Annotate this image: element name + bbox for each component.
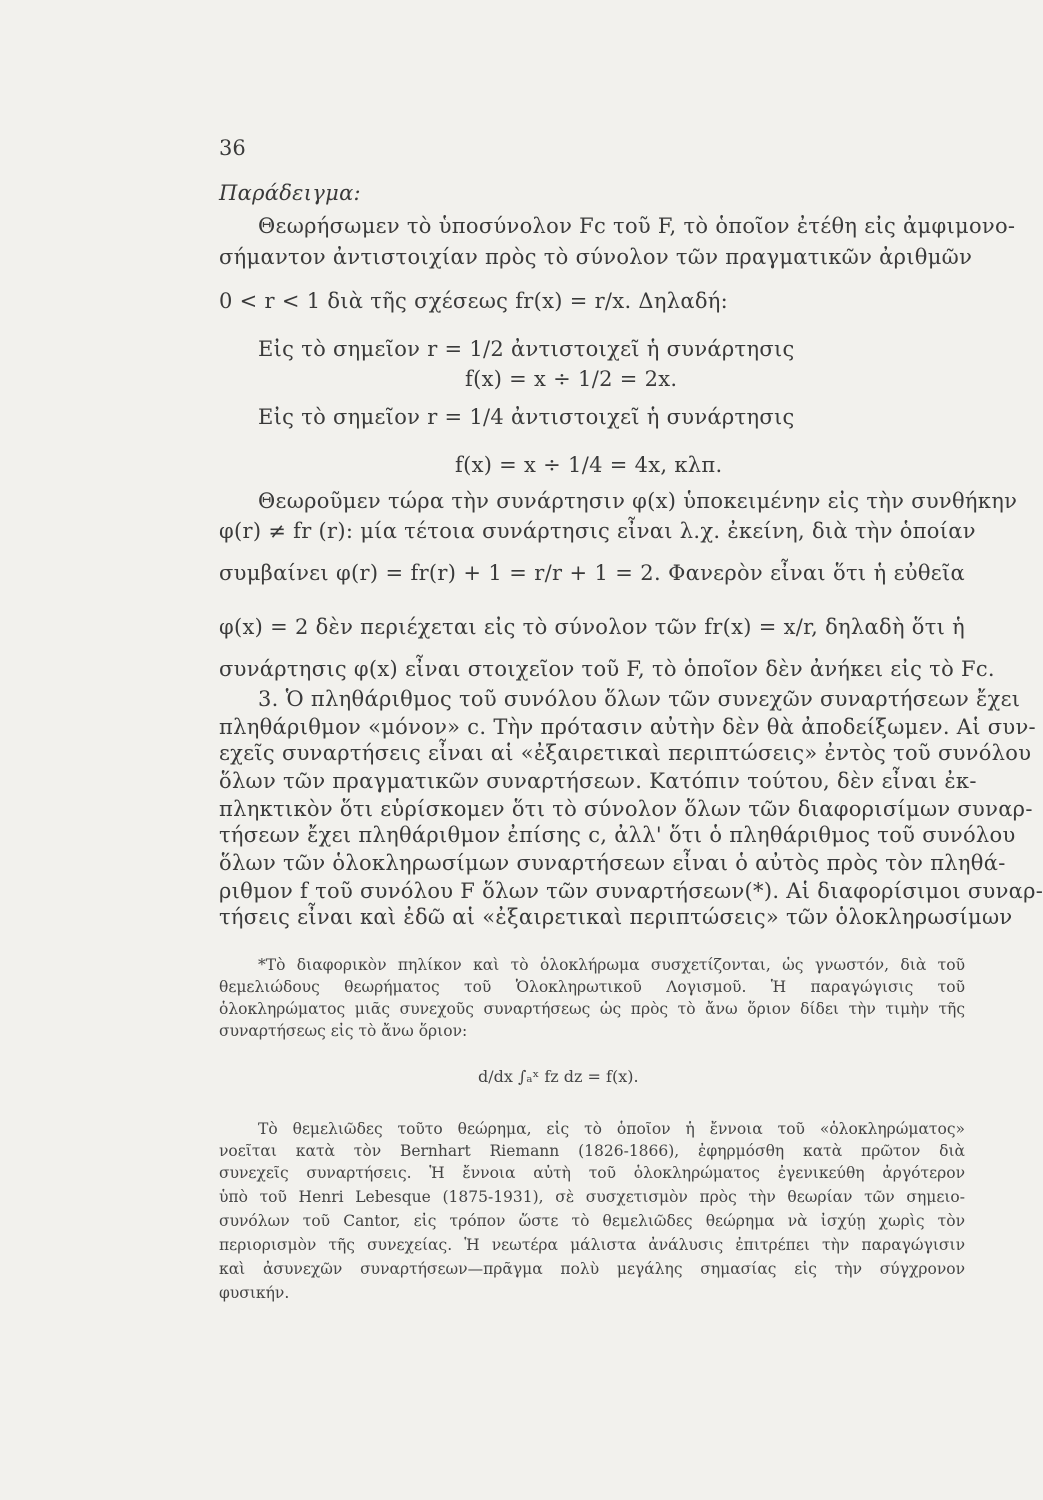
footnote-line-4: συναρτήσεως εἰς τὸ ἄνω ὅριον:	[219, 1022, 468, 1040]
body-line-8: συμβαίνει φ(r) = fr(r) + 1 = r/r + 1 = 2. Φανερὸν εἶναι ὅτι ἡ εὐθεῖα	[219, 561, 965, 585]
body-line-15: πληκτικὸν ὅτι εὑρίσκομεν ὅτι τὸ σύνολον ὅλων τῶν διαφορισίμων συναρ-	[219, 797, 1033, 821]
footnote-line-8: ὑπὸ τοῦ Henri Lebesque (1875-1931), σὲ συσχετισμὸν πρὸς τὴν θεωρίαν τῶν σημειο-	[219, 1188, 965, 1206]
body-line-11: 3. Ὁ πληθάριθμος τοῦ συνόλου ὅλων τῶν συνεχῶν συναρτήσεων ἔχει	[258, 687, 1021, 711]
body-line-14: ὅλων τῶν πραγματικῶν συναρτήσεων. Κατόπιν τούτου, δὲν εἶναι ἐκ-	[219, 769, 977, 793]
body-line-18: ριθμον f τοῦ συνόλου F ὅλων τῶν συναρτήσεων(*). Αἱ διαφορίσιμοι συναρ-	[219, 879, 1043, 903]
footnote-line-1: *Τὸ διαφορικὸν πηλίκον καὶ τὸ ὁλοκλήρωμα συσχετίζονται, ὡς γνωστόν, διὰ τοῦ	[258, 956, 965, 974]
body-line-16: τήσεων ἔχει πληθάριθμον ἐπίσης c, ἀλλ' ὅτι ὁ πληθάριθμος τοῦ συνόλου	[219, 823, 1016, 847]
body-line-12: πληθάριθμον «μόνον» c. Τὴν πρότασιν αὐτὴν δὲν θὰ ἀποδείξωμεν. Αἱ συν-	[219, 715, 1036, 739]
body-line-6: Θεωροῦμεν τώρα τὴν συνάρτησιν φ(x) ὑποκειμένην εἰς τὴν συνθήκην	[258, 489, 1018, 513]
section-heading: Παράδειγμα:	[219, 181, 361, 205]
footnote-line-7: συνεχεῖς συναρτήσεις. Ἡ ἔννοια αὐτὴ τοῦ ὁλοκληρώματος ἐγενικεύθη ἀργότερον	[219, 1164, 965, 1182]
equation-1: f(x) = x ÷ 1/2 = 2x.	[465, 367, 678, 391]
body-line-10: συνάρτησις φ(x) εἶναι στοιχεῖον τοῦ F, τὸ ὁποῖον δὲν ἀνήκει εἰς τὸ Fc.	[219, 657, 995, 681]
body-line-13: εχεῖς συναρτήσεις εἶναι αἱ «ἐξαιρετικαὶ περιπτώσεις» ἐντὸς τοῦ συνόλου	[219, 741, 1032, 765]
footnote-equation: d/dx ∫ₐˣ fz dz = f(x).	[478, 1067, 639, 1086]
footnote-line-12: φυσικήν.	[219, 1284, 290, 1302]
footnote-line-2: θεμελιώδους θεωρήματος τοῦ Ὁλοκληρωτικοῦ Λογισμοῦ. Ἡ παραγώγισις τοῦ	[219, 978, 965, 996]
body-line-19: τήσεις εἶναι καὶ ἐδῶ αἱ «ἐξαιρετικαὶ περιπτώσεις» τῶν ὁλοκληρωσίμων	[219, 905, 1013, 929]
equation-2: f(x) = x ÷ 1/4 = 4x, κλπ.	[455, 453, 723, 477]
footnote-line-9: συνόλων τοῦ Cantor, εἰς τρόπον ὥστε τὸ θεμελιῶδες θεώρημα νὰ ἰσχύῃ χωρὶς τὸν	[219, 1212, 965, 1230]
body-line-2: σήμαντον ἀντιστοιχίαν πρὸς τὸ σύνολον τῶν πραγματικῶν ἀριθμῶν	[219, 245, 973, 269]
body-line-1: Θεωρήσωμεν τὸ ὑποσύνολον Fc τοῦ F, τὸ ὁποῖον ἐτέθη εἰς ἀμφιμονο-	[258, 214, 1016, 238]
footnote-line-5: Τὸ θεμελιῶδες τοῦτο θεώρημα, εἰς τὸ ὁποῖον ἡ ἔννοια τοῦ «ὁλοκληρώματος»	[258, 1120, 965, 1138]
footnote-line-6: νοεῖται κατὰ τὸν Bernhart Riemann (1826-1866), ἐφηρμόσθη κατὰ πρῶτον διὰ	[219, 1142, 965, 1160]
footnote-line-11: καὶ ἀσυνεχῶν συναρτήσεων—πρᾶγμα πολὺ μεγάλης σημασίας εἰς τὴν σύγχρονον	[219, 1260, 965, 1278]
body-line-7: φ(r) ≠ fr (r): μία τέτοια συνάρτησις εἶναι λ.χ. ἐκείνη, διὰ τὴν ὁποίαν	[219, 519, 976, 543]
body-line-3: 0 < r < 1 διὰ τῆς σχέσεως fr(x) = r/x. Δηλαδή:	[219, 289, 729, 313]
body-line-4: Εἰς τὸ σημεῖον r = 1/2 ἀντιστοιχεῖ ἡ συνάρτησις	[258, 337, 795, 361]
body-line-5: Εἰς τὸ σημεῖον r = 1/4 ἀντιστοιχεῖ ἡ συνάρτησις	[258, 405, 795, 429]
body-line-17: ὅλων τῶν ὁλοκληρωσίμων συναρτήσεων εἶναι ὁ αὐτὸς πρὸς τὸν πληθά-	[219, 851, 1006, 875]
body-line-9: φ(x) = 2 δὲν περιέχεται εἰς τὸ σύνολον τῶν fr(x) = x/r, δηλαδὴ ὅτι ἡ	[219, 615, 966, 639]
footnote-line-10: περιορισμὸν τῆς συνεχείας. Ἡ νεωτέρα μάλιστα ἀνάλυσις ἐπιτρέπει τὴν παραγώγισιν	[219, 1236, 965, 1254]
page-number: 36	[219, 136, 246, 160]
footnote-line-3: ὁλοκληρώματος μιᾶς συνεχοῦς συναρτήσεως ὡς πρὸς τὸ ἄνω ὅριον δίδει τὴν τιμὴν τῆς	[219, 1000, 965, 1018]
